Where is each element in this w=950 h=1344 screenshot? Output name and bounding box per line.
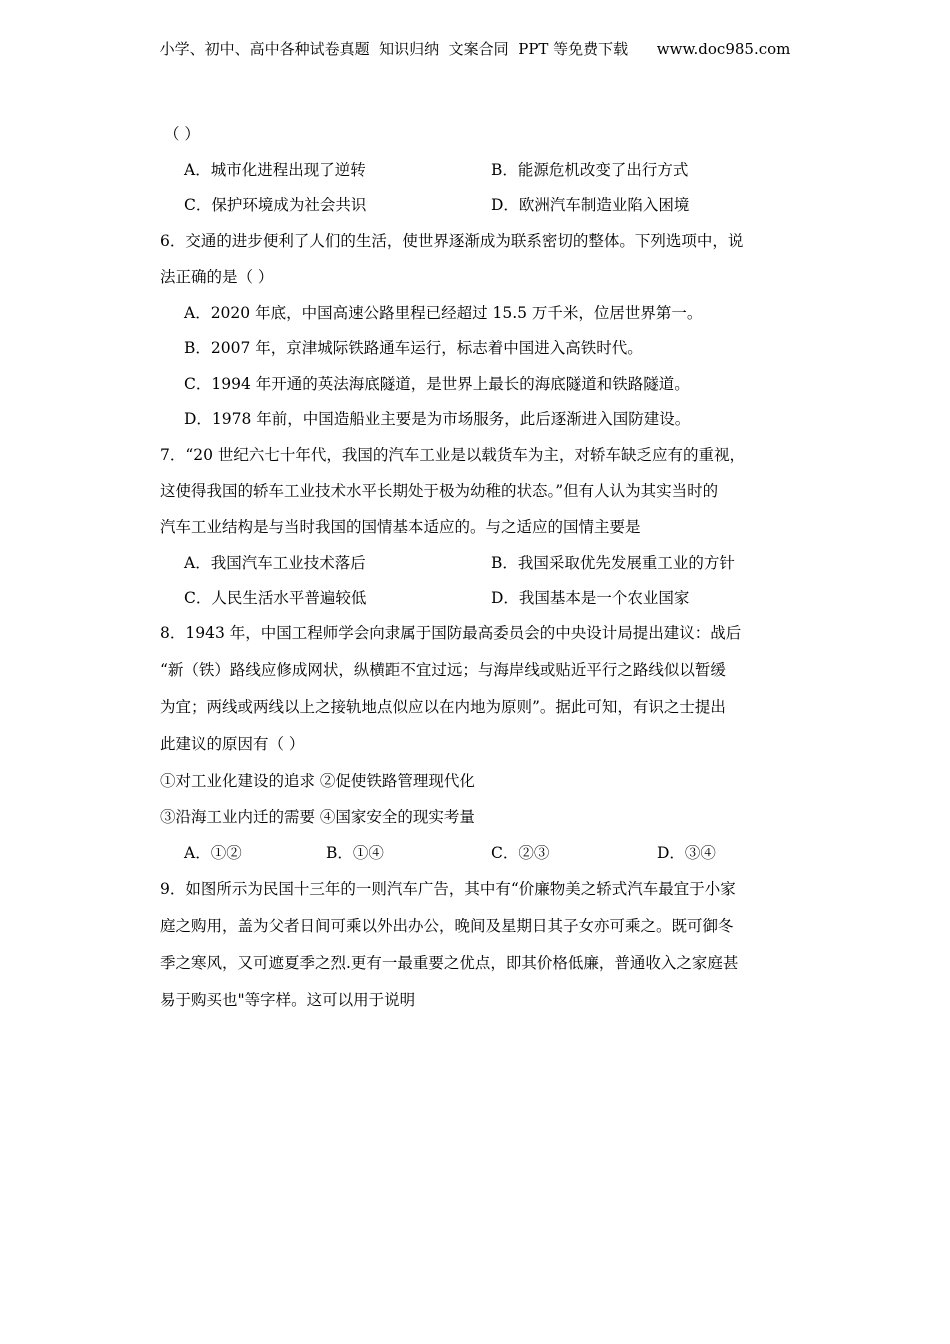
q8-option-b[interactable]: B．①④ xyxy=(326,844,384,862)
q5-option-b[interactable]: B．能源危机改变了出行方式 xyxy=(491,161,689,179)
q7-option-d[interactable]: D．我国基本是一个农业国家 xyxy=(491,589,690,607)
q7-stem-line-2: 这使得我国的轿车工业技术水平长期处于极为幼稚的状态。”但有人认为其实当时的 xyxy=(160,482,719,500)
q8-stem-line-1: 8．1943 年，中国工程师学会向隶属于国防最高委员会的中央设计局提出建议：战后 xyxy=(160,624,742,642)
q7-stem-line-3: 汽车工业结构是与当时我国的国情基本适应的。与之适应的国情主要是 xyxy=(160,518,641,536)
q9-stem-line-2: 庭之购用，盖为父者日间可乘以外出办公，晚间及星期日其子女亦可乘之。既可御冬 xyxy=(160,917,734,935)
q5-option-d[interactable]: D．欧洲汽车制造业陷入困境 xyxy=(491,196,690,214)
q5-option-a[interactable]: A．城市化进程出现了逆转 xyxy=(184,161,366,179)
q6-option-a[interactable]: A．2020 年底，中国高速公路里程已经超过 15.5 万千米，位居世界第一。 xyxy=(184,304,703,322)
q8-statement-line-2: ③沿海工业内迁的需要 ④国家安全的现实考量 xyxy=(160,808,475,826)
q7-stem-line-1: 7．“20 世纪六七十年代，我国的汽车工业是以载货车为主，对轿车缺乏应有的重视， xyxy=(160,446,745,464)
q6-option-d[interactable]: D．1978 年前，中国造船业主要是为市场服务，此后逐渐进入国防建设。 xyxy=(184,410,691,428)
q8-stem-line-3: 为宜；两线或两线以上之接轨地点似应以在内地为原则”。据此可知，有识之士提出 xyxy=(160,698,726,716)
q8-stem-line-2: “新（铁）路线应修成网状，纵横距不宜过远；与海岸线或贴近平行之路线似以暂缓 xyxy=(160,661,726,679)
q6-option-c[interactable]: C．1994 年开通的英法海底隧道，是世界上最长的海底隧道和铁路隧道。 xyxy=(184,375,690,393)
q7-option-b[interactable]: B．我国采取优先发展重工业的方针 xyxy=(491,554,735,572)
q7-option-c[interactable]: C．人民生活水平普遍较低 xyxy=(184,589,367,607)
q8-option-c[interactable]: C．②③ xyxy=(491,844,550,862)
header-ad-text: 小学、初中、高中各种试卷真题 知识归纳 文案合同 PPT 等免费下载 xyxy=(159,40,629,58)
header-url: www.doc985.com xyxy=(656,40,791,58)
q6-option-b[interactable]: B．2007 年，京津城际铁路通车运行，标志着中国进入高铁时代。 xyxy=(184,339,643,357)
q8-option-a[interactable]: A．①② xyxy=(184,844,242,862)
q6-stem-line-1: 6．交通的进步便利了人们的生活，使世界逐渐成为联系密切的整体。下列选项中，说 xyxy=(160,232,744,250)
q6-stem-line-2: 法正确的是（ ） xyxy=(160,268,274,286)
q8-option-d[interactable]: D．③④ xyxy=(657,844,716,862)
q5-stem-tail: （ ） xyxy=(164,125,200,143)
q9-stem-line-4: 易于购买也"等字样。这可以用于说明 xyxy=(160,991,416,1009)
q9-stem-line-3: 季之寒风，又可遮夏季之烈.更有一最重要之优点，即其价格低廉，普通收入之家庭甚 xyxy=(160,954,739,972)
page-header xyxy=(0,38,950,59)
q8-statement-line-1: ①对工业化建设的追求 ②促使铁路管理现代化 xyxy=(160,772,475,790)
q7-option-a[interactable]: A．我国汽车工业技术落后 xyxy=(184,554,366,572)
q8-stem-line-4: 此建议的原因有（ ） xyxy=(160,735,305,753)
q9-stem-line-1: 9．如图所示为民国十三年的一则汽车广告，其中有“价廉物美之轿式汽车最宜于小家 xyxy=(160,880,736,898)
q5-option-c[interactable]: C．保护环境成为社会共识 xyxy=(184,196,367,214)
